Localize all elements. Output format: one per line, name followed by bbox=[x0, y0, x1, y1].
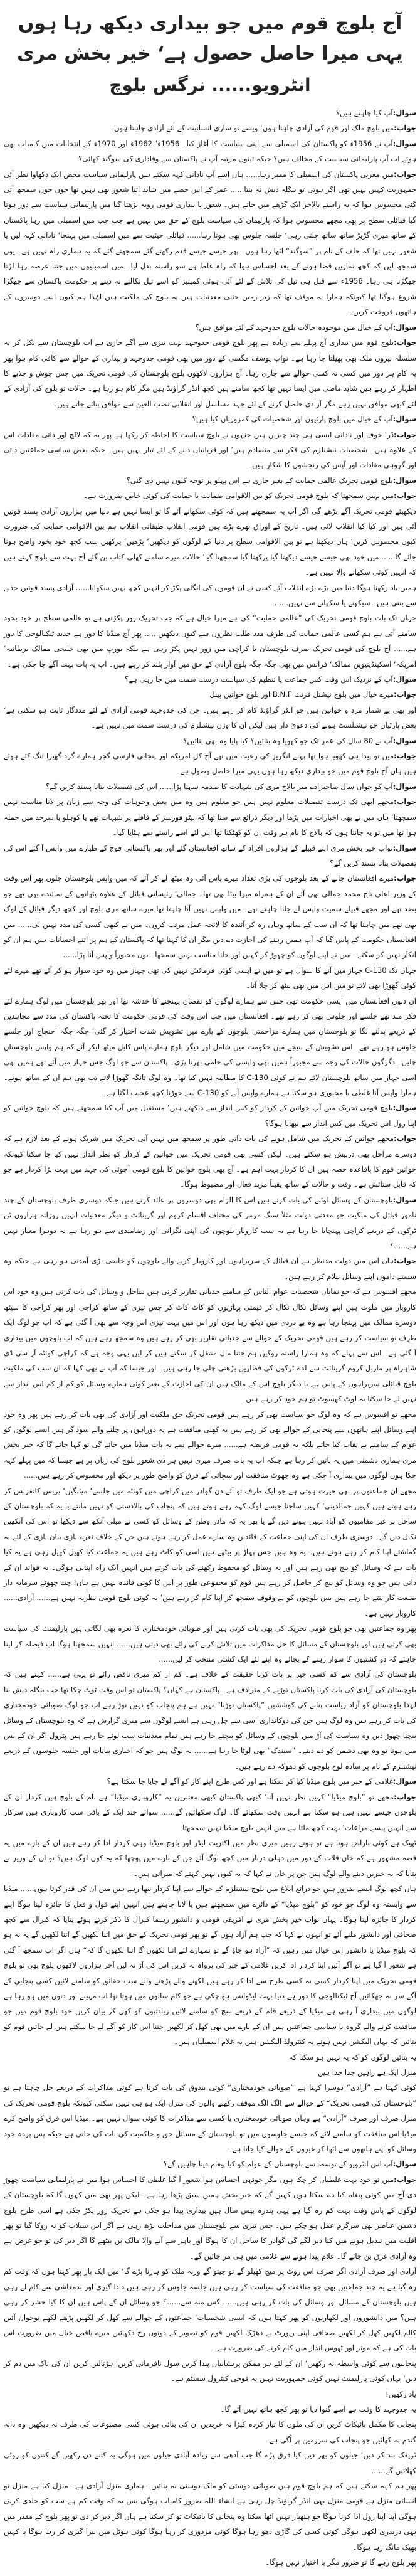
body-paragraph bbox=[4, 994, 416, 1101]
paragraph-text: پنجابیوں سے کوئی واسطہ نہ رکھیں‘ ان کے لئے ہر ممکن پریشانیاں پیدا کریں سول نافرمانی کریں‘ ہڑتالیں کریں ان کی ناک میں دم کر دیں‘ یہاں کوئی پارلیمنٹ نہیں کوئی جمہوریت نہیں یہ فوجی کنٹرول سسٹم ہے۔ bbox=[4, 2358, 416, 2383]
paragraph-text: مجھے ابھی تک درست تفصیلات معلوم نہیں ہیں جو معلوم ہیں وہ میں بعض وجوہات کی وجہ سے زبان پر لانا مناسب نہیں سمجھتا‘ ہاں میں نے بھی اخبارات میں پڑھا اور دیگر ذرائع سے سنا تھا کہ نیٹو فورسز کے قافلے پر شبہات تھے یا کوہلو یا سرحد میں حملہ ہوا تھا میں تو یہ جانتا ہوں کہ بالاچ کا نام ہر وقت ان کو کھٹکتا تھا اس لئے اسے راستے سے ہٹایا گیا۔ bbox=[4, 797, 416, 837]
answer-paragraph bbox=[4, 488, 416, 503]
answer-label: جواب: bbox=[394, 1256, 416, 1266]
paragraph-text: ہاں اس میں دولت مدنظر ہے ان قبائل کے سربراہوں اور کاروبار کرنے والے بلوچوں کو خاصی بڑی آمدنی ہو رہی ہے جبکہ وہ سستے داموں اپنے وسائل نیلام کر رہے ہیں۔ bbox=[4, 1256, 416, 1281]
paragraph-text: بلوچستان کی آزادی سے کم کسی چیز پر بات کرنا حقیقت کے خلاف ہے۔ کم از کم میری ناقص رائے تو یہی ہے...... کہتے ہیں کہ بلوچستان کی آزادی کی بات کرنا پاکستان توڑنے کے مترادف ہے۔ پاکستان ہے کہاں؟ پاکستان تو اس وقت ٹوٹ چکا تھا جب بنگلہ دیش بنا لہٰذا بلوچستان کو آزاد ریاست بنانے کی کوششیں ”پاکستان توڑنا“ نہیں ہے ہم پنجاب کو نہیں توڑ رہے اب جو لوگ صوبائی خودمختاری کی بات کر رہے ہیں وہ لوگ ہیں جن کی دوکانداری اسی سے چل رہی ہے ایسے لوگوں سے میری گزارش ہے کہ وہ بلوچستان کے وسائل بیچنا چھوڑ دیں وہ سیاست کی آڑ میں بلوچوں کے وسائل کو بیچتے جا رہے ہیں تمام معدنیات سب لوٹے جا رہے ہیں پٹرول اگر ان کے بس میں ہوتا تو وہ بھی دشمن کو دے دیتے۔ ”سیندک“ بھی لوٹا جا رہا ہے...... یہ لوگ ہیں جو کہ اخباری بیانات اور جلسہ جلوسوں کے ذریعے نیشنلزم کے نام پر سادہ لوح بلوچوں کو دھوکہ دے رہے ہیں۔ bbox=[4, 1670, 416, 1771]
answer-label: جواب: bbox=[394, 690, 416, 699]
paragraph-text: غلامی کے جبر میں بلوچ میڈیا کیا کر سکتا ہے اور کس طرح اپنے کاز کو آگے لے جایا جا سکتا ہے؟ bbox=[107, 1777, 393, 1786]
paragraph-text: بلوچ قوم میں بیداری آج پہلے سے زیادہ ہے پھر بلوچ قومی جدوجہد بہت تیزی سے آگے جاری ہے اب بلوچستان سے نکل کر یہ سلسلہ بیرون ملک بھی پھیلتا جا رہا ہے۔ نواب یوسف مگسی کے دور میں بھی قومی جدوجہد و بیداری کے حوالے سے کافی کام ہوا پھر یہ کام ہر دور میں کسی نہ کسی حوالے سے جاری رہا۔ آج ہزاروں لاکھوں بلوچ بلوچستان کی قومی تحریک میں جس جوش و جذبے کا اظہار کر رہے ہیں شاید ماضی میں ایسا نہیں تھا کچھ سامنے ہیں کچھ انڈر گراؤنڈ ہیں مگر کام ہو رہا ہے۔ حالات تو بلوچ کی آزادی کے لئے کبھی موافق نہیں رہے مگر آزادی حاصل کرنے کے لئے جہد مسلسل اور انقلابی نصب العین سے موافق بنائے جاتے ہیں۔ bbox=[4, 338, 416, 408]
paragraph-text: آپ اس انٹرویو کے توسط سے بلوچستان کے عوام کو کیا پیغام دینا چاہیں گے؟ bbox=[164, 2160, 393, 2169]
body-paragraph bbox=[4, 2555, 416, 2570]
paragraph-text: آپ نے 80 سال کی عمر تک جو کھویا وہ بتائیں؟ کیا پایا وہ بھی بتائیں؟ bbox=[183, 736, 393, 745]
question-paragraph bbox=[4, 411, 416, 427]
body-paragraph bbox=[4, 1483, 416, 1621]
question-label: سوال: bbox=[392, 736, 416, 745]
paragraph-text: بلوچ قومی تحریک عالمی حمایت کے بغیر جاری ہے اس پہلو پر توجہ کیوں نہیں دی گئی؟ bbox=[126, 475, 393, 485]
paragraph-text: مجھے ان جماعتوں پر بھی حیرت ہوتی ہے جو ایک طرف تو آئے دن گوادر میں کراچی میں کوئٹہ میں جلسے‘ میٹنگیں‘ پریس کانفرنس کر رہے ہوتے ہیں کہیں جمالدینی‘ کہیں ساجنا جیسے لوگ کہہ رہے ہوتے ہیں کہ پنجاب کی بالادستی کو نہیں مانتے یا یہ کہ بلوچستان کے ساحل پر غیر مقامیوں کو آباد نہیں ہونے دیں گے یا پھر یہ کہ مادر وطن کے وسائل کو کسی نے میلی آنکھ سے دیکھا تو اس کی آنکھیں نکال دیں گے۔ دوسری طرف ان کی اپنی جماعت کے قائدین وہ سارے عمل کر رہے ہوتے ہیں جن کے خلاف نعرے بازی بیان بازی کے لئے یہ گماشتے اپنا کام کر رہے ہوتے ہیں۔ یہ وہ ہیں جس پہاڑ پر بیٹھے ہیں اسی کو کاٹ رہے ہیں یہ جماعت کیا کھیل کھیل رہی ہے یہ کیا بات ہے کہ وسائل کو بیچ بھی رہے ہیں اور یہ وسائل کو محفوظ رکھنے کی بات کرتے ہیں انہیں ایک راہ اپنانی ہوگی۔ یہ فوائد ان کے ذاتی ہیں جو وہ وسائل کو بیچ کر حاصل کر رہے ہیں قوم کو مجموعی طور پر اس کا کوئی فائدہ نہیں ہے ہاں! چند چھوٹے سرمایہ دار صنعت کار بنتے جا رہے ہیں بس بلوچوں کو بے وقوف سمجھ کر اپنا کام کر رہے ہیں‘ یہ کوئی بلوچ قومی نظریہ نہیں ہے...... آزادی...... کاروبار نہیں ہے۔ bbox=[4, 1486, 416, 1618]
question-paragraph bbox=[4, 473, 416, 488]
paragraph-text: مجھے خواتین کے تحریک میں شامل ہونے کی بات ذاتی طور پر سمجھ میں نہیں آتی تحریک میں شریک ہونے کے بعد لازم ہے کہ دوسرے مراحل بھی درپیش ہو سکتے ہیں۔ لیکن کسی بھی قومی تحریک میں خواتین کے کردار کو نظر انداز نہیں کیا جا سکتا کیونکہ خواتین قوم کا باقاعدہ حصہ ہیں ان کا کردار بہت اہم ہے۔ آج بھی بلوچ خواتین کا بلوچ قومی آجوئی کی جہد میں بہت بڑا کردار ہے جو کہ قابل ستائش ہے۔ وقت و حالات کے ساتھ یقیناً مزید فعال اور مضبوط ہوگا۔ bbox=[4, 1134, 416, 1189]
paragraph-text: جہاں تک C-130 جہاز میں آنے کا سوال ہے تو میں نے ایسی کوئی فرمائش نہیں کی تھی جہاز میں وہ خود سوار ہو کر آئے تھے میرے لئے کوئی گھوڑا بھی لاتے تو میں اس میں بھی بیٹھ کر چلا آتا۔ bbox=[4, 965, 416, 990]
body-paragraph bbox=[4, 2417, 416, 2447]
body-paragraph bbox=[4, 702, 416, 733]
paragraph-text: میں نہیں سمجھتا کہ بلوچ قومی تحریک کو بین الاقوامی ضمانت یا حمایت کی کوئی خاص ضرورت ہے۔ bbox=[83, 491, 394, 501]
answer-paragraph bbox=[4, 167, 416, 320]
article-byline: انٹرویو...... نرگس بلوچ bbox=[109, 75, 311, 95]
question-paragraph bbox=[4, 1100, 416, 1131]
question-label: سوال: bbox=[392, 322, 416, 332]
paragraph-text: ٹھیک ہے کوئی ناراض ہوتا ہے تو ہوتے رہیں میری نظر میں اکثریت لیڈر اور بلوچ میڈیا وہی کردار ادا کر رہے ہیں ان کے بارے میں یہ قصہ مشہور ہے کہ خان قلات کے دور میں دہلی دربار میں کچھ لوگ آئے جن کے بارے میں پوچھا کہ یہ کون لوگ ہیں؟ تو ان کے وزیر نے بتایا کہ یہ خبریں دینے والے لوگ ہیں جن پر خان نے کہا کہ یہ کیوں نہیں کہتے کہ میراثی ہیں۔ bbox=[4, 1838, 416, 1878]
question-label: سوال: bbox=[392, 415, 416, 424]
answer-paragraph bbox=[4, 748, 416, 779]
answer-paragraph bbox=[4, 427, 416, 473]
paragraph-text: میں تو خود بہت غلطیاں کر چکا ہوں مگر جونہی احساس ہوا شعور آ گیا غلطی کا احساس ہوا میں نے پارلیمانی سیاست چھوڑ دی آج میں کوئی پیغام کیا دے سکتا ہوں کہیں گے کہ خیر بخش ہمیں سبق پڑھا رہا ہے۔ لیکن پھر بھی میں کہوں گا کہ بلوچستان کے لوگوں کے پاس وقت بہت کم رہ گیا ہے یہی پندرہ بیس سال ہیں بیداری پیدا ہو چکی ہے تحریک زور پکڑ چکی ہے اسی طرح بلوچ دشمن عناصر بھی سرگرم عمل ہو چکے ہیں۔ جس تیزی سے بلوچستان میں مداخلت بڑھ رہی ہے اگر اس سیلاب کو نہ روکا گیا تو پھر اقلیت میں تبدیل ہونے میں کیا دیر لگے گی گوادر کا ساحل ان کا ہوگا اور باہر سے آنے والا مالک بن بیٹھے گا اگر دیر کی تو جو غرض ہے وہ آزادی غرق بن جائے گا۔ غلام پیدا ہونے سے غلامی میں ہی مر جائیں گے۔ bbox=[4, 2175, 416, 2261]
body-paragraph bbox=[4, 1881, 416, 2049]
body-paragraph bbox=[4, 2050, 416, 2065]
paragraph-text: میں تو پیدا ہی کھویا ہوا تھا پہلے انگریز کی رعیت میں تھے آج کل امریکہ اور پنجابی فارسی گجر ہمارے گرد گھیرا تنگ کئے ہوئے ہیں ہاں آج بلوچ قوم میں جو بیداری دیکھ رہا ہوں یہی میرا حاصل وصول ہے۔ bbox=[4, 751, 416, 776]
paragraph-text: میں مغربی پاکستان کی اسمبلی کا ممبر رہا...... ہاں اسے آپ نادانی کہہ سکتے ہیں پارلیمانی سیاست محض ایک دکھاوا نظر آئی جمہوریت کہیں نہیں تھی اگر ہوتی تو بنگلہ دیش نہ بنتا...... عمر کے اس حصے میں شاید اتنا شعور بھی نہیں تھا جوں جوں سمجھ آتی گئی محسوس ہوا کہ یہ راستے بالآخر ایک گڑھے میں جاتے ہیں۔ شعور یا بیداری قومی رویہ بڑھتا گیا میں پارلیمانی سیاست سے دور ہوتا گیا قبائلی سطح پر بھی مجھے محسوس ہوا کہ پارلیمان کی سیاست بلوچ کے حق میں نہیں ہے جب جب میں اسمبلی میں رہا پاکستان کے ساتھ میری گڑبڑ ساتھ ساتھ چلتی رہی‘ جلسہ جلوس بھی ہوتا رہا...... قبائلی حیثیت سے میں اسمبلی میں پہنچا‘ نادانی کہہ لیں یا شعور نہیں تھا کہ حلف کے نام پر ”سوگند“ اٹھا رہا ہوں۔ پھر جیسے جیسے قدم رکھتے گئے سمجھتے گئے کہ یہ ہماری راہ نہیں ہے۔ یوں سمجھ لیں کہ کچھ نمازیں قضا ہونے کے بعد احساس ہوا کہ راہ غلط ہے سو راستہ بدل لیا۔ میں اسمبلیوں میں جتنا عرصہ رہا لڑتا جھگڑتا ہی رہا۔ 1956ء سے قبل ہی تیل کی تلاش کے لئے آئی ہوئی کمپنیز کو اسے تیل نکالنے نہ دینے پر حکومت پاکستان سے جھگڑا شروع ہوگیا تھا کیونکہ ہمارا یہ موقف تھا کہ زیر زمین جتنی معدنیات ہیں یہ بلوچ کی ملکیت ہیں لہٰذا ہم کیوں اسے دوسروں کے ہاتھوں فروخت کریں۔ bbox=[4, 169, 416, 317]
paragraph-text: آزادی اور صرف آزادی اگر صرف اس روٹ پر میچ کھیلو گے تو جیتو گے ورنہ ملک کو ہارنا پڑے گا‘ میں ایک بار پھر کہتا ہوں کہ وقت کم رہ گیا ہے یہ چند جماعتیں بھی جو منافقت کی سیاست کر رہی ہیں جلسہ جلوس کر رہی ہیں دادا گیری اور بدمعاشی سے کام لے رہی ہیں بلوچستان کے مسائل اور وسائل کی بات کر رہی ہیں...... کس منہ سے......؟ جو وسائل ان کے پاس ہیں ان کا کیا حشر کر رہی ہیں؟ میں دانشوروں اور لکھاریوں کو پھر کہتا ہوں کہ ایسی شخصیات‘ جماعتوں کے حوالے سے کھل کر لکھیں پڑھے لکھے نوجوان آئیں کالم لکھیں کھل کر لکھیں صحافی اپنی رپورٹ بے دھڑک لکھیں قوم کو تصویر کے دونوں رخ دکھائیں میرے ناقص خیال میں ضرورت اس بات کی ہے کہ موثر اور ٹھوس انداز میں کام کرنے کی ضرورت ہے۔ bbox=[4, 2267, 416, 2353]
answer-label: جواب: bbox=[394, 751, 416, 761]
answer-paragraph bbox=[4, 687, 416, 702]
body-paragraph bbox=[4, 2447, 416, 2478]
paragraph-text: ہاں کچھ لوگ ایسے ضرور ہیں جو ذرائع ابلاغ میں بلوچ نیشنلزم کے حوالے سے اپنا کردار نبھا رہے ہیں میں ان کی قدر کرتا ہوں...... میڈیا سے وابستہ وہ لوگ جو خود کو ”بلوچ میڈیا“ کے دائرے میں سمجھتے ہیں یا لانا چاہتے ہیں انہیں اپنے قول و فعل کا جائزہ لینا ہوگا اپنے کردار کا جائزہ لینا ہوگا۔ یہاں نواب خیر بخش مری نے افریقی قومی و دانشور رہنما کبرال کا ذکر کرتے ہوئے بتایا کہ کبرال سے کچھ صحافی اور دانشور ملنے آئے تو انہوں نے کہا کہ جب ہم آزاد ہوں گے تو پھر قومی تحریک کے حق میں اتنا لکھیں گے اتنا لکھیں گے یہ نہ ہو کہ بلوچ میڈیا یا دانشور اس خیال میں رہیں کہ ”آزاد ہو جاؤ گے تو تمہارے لئے اتنا لکھوں گا اتنا لکھوں گا کہ“ ہاں اگر اب سمجھ آ گئی ہے شعور آ گیا ہے تو آگے آئیں اپنا کردار ادا کریں غلامی کے جبر کی پرواہ نہ کریں اس کی آڑ نہ لیں آخر ہزاروں لاکھوں بلوچ بھی تو بلوچ قومی تحریک میں اپنا کردار کسی نہ کسی طرح سے ادا کر رہے ہیں لکھنے والے پڑھنے والے سب حقائق کو سامنے لائیں کسی پنجابی کے آگے سر نہ جھکائیں آج ٹیکنالوجی کا دور ہے دنیا بہت ایڈوانس ہو چکی ہے جو کام سالوں میں ہوتا تھا اب مہینے اور دنوں میں ہو رہا ہے لوگوں میں بیداری آ رہی ہے میڈیا کے ذریعے قلم کے ذریعے سچ کو سامنے لائیں زیادتیوں کو کھل کر بیان کریں خود بلوچ قوم میں جو منافقت کرنے والے گروہ یا سیاسی جماعتیں ہیں ان کے بارے میں بھی کھل کر لکھیں جتنا اس کاز کو آگے لے جا سکتے ہیں لے جائیں قوم کو بتائیں کہ یہاں الیکشن نہیں ہوتے یہ کنٹرولڈ الیکشن ہیں یہ غلام اسمبلیاں ہیں۔ bbox=[4, 1884, 416, 2047]
paragraph-text: پھر بلوچ رہے گا تو ضرور مگر با اختیار نہیں ہوگا۔ bbox=[265, 2558, 416, 2567]
question-label: سوال: bbox=[392, 2160, 416, 2169]
body-paragraph bbox=[4, 2080, 416, 2156]
paragraph-text: پنجابی کا مکمل بائیکاٹ کریں ان کی ملوں کا تیار کردہ کپڑا نہ خریدیں ان کی بنائی ہوئی کسی مصنوعات کی طرف نہ دیکھیں وہ دانہ گندم نہ کھائیں جو پنجاب کی سرزمین پر اُگی ہے۔ bbox=[4, 2420, 416, 2444]
paragraph-text: آپ کے خیال میں موجودہ حالات بلوچ جدوجہد کے لئے موافق ہیں؟ bbox=[195, 322, 393, 332]
answer-paragraph bbox=[4, 2172, 416, 2264]
paragraph-text: اور بھی بے شمار مرد و خواتین ہیں جو انڈر گراؤنڈ کام کر رہے ہیں۔ جن کی جدوجہد قومی آزادی کے لئے مددگار ثابت ہو سکتی ہے‘ بعض پارٹیاں جو نیشنلسٹ ہونے کی دعویٰ دار ہیں لیکن ان کا وژن نیشنلزم کی درست سمت میں نہیں ہے۔ bbox=[4, 705, 416, 730]
question-label: سوال: bbox=[392, 475, 416, 485]
body-paragraph bbox=[4, 2478, 416, 2555]
paragraph-text: آپ کے خیال میں بلوچ پارٹیوں اور شخصیات کی کمزوریاں کیا ہیں؟ bbox=[192, 415, 393, 424]
question-paragraph bbox=[4, 2156, 416, 2171]
answer-label: جواب: bbox=[394, 1134, 416, 1143]
paragraph-text: ہمیں یاد رکھنا ہوگا دنیا میں بڑے بڑے انقلاب آئے کسی نے ان قوموں کی انگلی پکڑ کر انہیں کچھ نہیں سکھایا...... آزادی پسند قوتیں جذبے سے بنتی ہیں۔ سیکھنے یا سکھانے سے نہیں...... bbox=[4, 583, 416, 607]
paragraph-text: نواب خیر بخش مری اپنے قبیلے کے ہزاروں افراد کے ساتھ افغانستان گئے اور پھر پاکستانی فوج کے طیارے میں واپس آ گئے اس کی تفصیلات بتانا پسند کریں گے؟ bbox=[4, 843, 416, 867]
body-paragraph bbox=[4, 1284, 416, 1406]
answer-paragraph bbox=[4, 794, 416, 840]
paragraph-text: بلوچستان کے وسائل لوٹنے کی بات کرتے ہیں اس کا الزام بھی دوسروں پر عائد کرتے ہیں جبکہ دوسری طرف بلوچستان کے چند نامور قبائل کی ملکیت جو معدنی دولت مثلاً سنگ مرمر کی مختلف اقسام کروم اور گرینائٹ و دیگر معدنیات انہیں روزانہ ہزاروں ٹن ٹرکوں کے ذریعے کراچی پہنچایا جا رہا ہے یہ سب کاروبار بلوچوں کی اپنی نگرانی اور رضامندی سے ہو رہا ہے یہ دوہرا معیار نہیں ہے......؟ bbox=[4, 1195, 416, 1251]
paragraph-text: میرے خیال میں بلوچ نیشنل فرنٹ B.N.F اور بلوچ خواتین پینل bbox=[209, 690, 394, 699]
paragraph-text: آپ کو جواں سال صاحبزادے میر بالاچ مری کی شہادت کا صدمہ سہنا پڑا...... اس کی تفصیلات بتانا پسند کریں گے؟ bbox=[46, 782, 393, 791]
paragraph-text: یہ جدوجہد کا وقت ہے اسے گنوا دیا تو پھر کچھ ہاتھ نہیں آئے گا۔ bbox=[220, 2404, 416, 2414]
paragraph-text: ان دنوں افغانستان میں ایسی حکومت تھی جس سے ہمارے لوگوں کو نقصان پہنچنے کا خدشہ تھا اور پھر بلوچستان میں لوگ ہمارے لئے فکر مند تھے جلسے اور جلوس بھی کر رہے تھے۔ افغانستان میں جب اس وقت کی قومی حکومت کا تختہ پاکستان کی مدد سے مجاہدین کے ذریعے بدلنے لگا تو بلوچستان میں ہمارے مزاحمتی بلوچوں کے بارے میں تشویش شدت اختیار کر گئی‘ جگہ جگہ احتجاج اور جلسے جلوس ہو رہے تھے۔ اس تشویش کے نتیجے میں حکومت میں شامل اور دیگر بلوچ ہمارے پاس کابل میٹھ لیکر آئے کہ ہم واپس بلوچستان چلیں۔ دگرگوں حالات کی وجہ سے مجبوراً ہمیں بھی واپسی کی حامی بھرنا پڑی۔ پاکستان سے جو لوگ جس جہاز میں آئے تھے ہمیں بھی اسی جہاز میں ساتھ بلوچستان لائے ہم نے کوئی C-130 کا مطالبہ نہیں کیا تھا۔ وہ لوگ تانگہ گھوڑا لاتے تب بھی ہم ان کے ساتھ ہوتے۔ ہمارا واپس آنا غلطی یا مجبوری ہو سکتا ہے ہمارے واپس آنے کو C-130 سے جوڑنا کچھ عجیب لگتا ہے۔ bbox=[4, 996, 416, 1097]
paragraph-text: مجھے تو افسوس ہے کہ وہ لوگ جو سیاست بھی کر رہے ہیں قومی تحریک حق ملکیت اور آزادی کی بھی بات کر رہے ہیں پھر وہ خود اپنے وسائل اپنے ہاتھوں سے پنجابی کے حوالے بھی کر رہے ہیں یہ کھلی منافقت ہے یہ دوراہوں پر چلنے والے سوداگر ہیں ایسے لوگوں کو عوام کے سامنے بے نقاب کیا جائے بلکہ یہ قومی فریضہ ہے...... میرے حوالے سے یہ بات میڈیا میں جائے گی تو کہا جائے گا کہ خیر بخش مری ہماری دشمنی میں یہ باتیں کر رہا ہے جبکہ اب یہ بات صرف میری نہیں ہر ذی شعور بلوچ کی زبان پر ہے جیسا کہ میں پہلے کہہ چکا ہوں لوگوں میں بیداری آ چکی ہے وہ جھوٹ منافقت اور سچائی کے فرق کو واضح طور پر دیکھ اور محسوس کر رہے ہیں...... bbox=[4, 1409, 416, 1480]
paragraph-text: مجھے تو ”بلوچ میڈیا“ کہیں نظر نہیں آتا‘ کبھی پاکستان کبھی معتبرین یہ ”کاروباری میڈیا“ ہے نام کے بلوچ ہیں کردار ان کے بلوچوں جیسے نہیں ہیں ہو سکتا ہے انہیں وقت سکھائے گا۔ لوگ سکھائیں گے...... سوائے چند ایک کے باقی سب کاروباری ہیں سرکار سے انہیں پیسے مراعات‘ بہت کچھ ملتا ہے میں انہیں بلوچ میڈیا نہیں سمجھتا bbox=[4, 1792, 416, 1832]
paragraph-text: آپ کیا چاہتے ہیں؟ bbox=[335, 109, 393, 117]
question-paragraph bbox=[4, 733, 416, 748]
question-paragraph bbox=[4, 1774, 416, 1789]
body-paragraph bbox=[4, 1667, 416, 1774]
paragraph-text: بلوچ قومی تحریک میں آپ خواتین کے کردار کو کس انداز سے دیکھتے ہیں‘ مستقبل میں آپ کیا سمجھتے ہیں کہ بلوچ خواتین کو اپنا رول اس تحریک میں کس انداز سے نبھانا ہوگا؟ bbox=[4, 1103, 416, 1128]
question-paragraph bbox=[4, 1192, 416, 1254]
body-paragraph bbox=[4, 2065, 416, 2080]
body-paragraph bbox=[4, 963, 416, 994]
paragraph-text: کوئی کہتا ہے ”آزادی“ دوسرا کہتا ہے ”صوبائی خودمختاری“ کوئی بندوق کی بات کرتا ہے کوئی مذاکرات کے ذریعے حل چاہتا ہے تو ”بلوچستان کی قومی تحریک“ کے حوالے سے الگ الگ موقف رکھنے والوں کی منزل ایک ہو ہی نہیں سکتی کیونکہ بلوچ قومی تحریک کی منزل صرف اور صرف ”آزادی“ ہے وہاں صوبائی خودمختاری یا کسی سے مذاکرات کا کوئی سوال نہیں ہے۔ میڈیا اس فرق کو واضح کرے میڈیا اس منافقت کو سامنے لائے کہ جلسے جلوسوں میں تو بلوچستان کے مسائل حق و حاکمیت کی بات کی جاتی ہے جبکہ پس پردہ خود وسائل کو اپنے ہاتھوں سے اٹھا کر غیروں کے حوالے کیا جاتا ہے۔ bbox=[4, 2083, 416, 2154]
question-label: سوال: bbox=[392, 843, 416, 852]
paragraph-text: میں بلوچ ملک اور قوم کی آزادی چاہتا ہوں‘ ویسے تو ساری انسانیت کے لئے آزادی چاہتا ہوں۔ bbox=[110, 124, 394, 133]
paragraph-text: جہاں تک بات بلوچ قومی تحریک کی ”عالمی حمایت“ کی ہے میرا خیال ہے کہ جب تحریک زور پکڑتی ہے تو عالمی سطح پر خود بخود سامنے آتی ہے ہم کسی عالمی حمایت کی طرف مدد طلب نظروں سے کیوں دیکھیں...... پھر آج میڈیا کا دور ہے جدید ٹیکنالوجی کا دور ہے...... آج بلوچ کی قومی تحریک صرف بلوچستان یا کراچی میں زور نہیں پکڑ رہی ہے بلکہ یورپ میں بھی خلیجی ممالک برطانیہ‘ امریکہ‘ اسکینڈینیوین ممالک‘ فرانس میں بھی جگہ جگہ بلوچ آزادی کے حق میں آواز بلند کر رہے ہیں۔ اب یہ بات بہت آگے جا چکی ہے۔ bbox=[4, 613, 416, 669]
answer-paragraph bbox=[4, 1789, 416, 1835]
answer-label: جواب: bbox=[394, 169, 416, 179]
answer-label: جواب: bbox=[394, 2175, 416, 2184]
paragraph-text: یاد رکھیں! bbox=[385, 2389, 416, 2398]
question-label: سوال: bbox=[392, 1777, 416, 1786]
answer-paragraph bbox=[4, 335, 416, 411]
answer-paragraph bbox=[4, 871, 416, 962]
article-body bbox=[4, 105, 416, 2570]
question-label: سوال: bbox=[392, 675, 416, 684]
body-paragraph bbox=[4, 2387, 416, 2402]
question-paragraph bbox=[4, 105, 416, 120]
answer-label: جواب: bbox=[394, 338, 416, 347]
paragraph-text: ڈر‘ خوف اور نادانی ایسی ہی چند چیزیں ہیں جنہوں نے بلوچ سیاست کا احاطہ کر رکھا ہے پھر یہ کہ لالچ اور ذاتی مفادات اس کے علاوہ ہیں۔ شخصیات نیشنلزم کی فکر سے متصادم ہیں‘ اور قربانیاں دینے کے لئے تیار نہیں ہیں۔ جبکہ بعض سیاسی جماعتیں ذاتی اور گروہی مفادات اور آپس کی رنجشوں کا شکار ہیں۔ bbox=[4, 430, 416, 470]
question-paragraph bbox=[4, 136, 416, 167]
question-label: سوال: bbox=[392, 1103, 416, 1113]
answer-label: جواب: bbox=[394, 797, 416, 807]
body-paragraph bbox=[4, 610, 416, 672]
paragraph-text: پھر ہم کہہ سکتے ہیں کہ ہم بلوچ قوم ہیں صوبائی دوستی کو ملک دوستی نہ بنائیں۔ ہماری منزل آزادی ہے۔ منزل کیا ہے منزل تو انسانی منزل ہے قومی منزل بھی انڈر گراؤنڈ چل رہی ہے انشاء اللہ ضرور کامیاب ہوگی بس یہ کہ وقت کم ہے سب کو جلدی کرنی ہوگی اپنا اپنا رول ادا کرنا ہوگا جو ہتھیار نہیں اٹھا سکتا وہ پنجابی کا بائیکاٹ تو کر سکتا ہے ہاں اگر دیر کر دی تو پھر بلوچ کے مقدر میں یہی دربدری لکھی ہوگی کوئی کسی کی گاڑی دھو رہا ہوگا کوئی مزدوری کر رہا ہوگا کوئی ہوٹل میں بیرا گیری کر رہا ہوگا یا کہیں بھیک مانگ رہا ہوگا۔ bbox=[4, 2481, 416, 2552]
answer-label: جواب: bbox=[394, 491, 416, 501]
paragraph-text: منزل ایک ہے راہیں جدا جدا ہیں bbox=[317, 2068, 416, 2077]
question-paragraph bbox=[4, 320, 416, 335]
article-headline: آج بلوچ قوم میں جو بیداری دیکھ رہا ہوں یہی میرا حاصل حصول ہے‘ خیر بخش مری bbox=[17, 13, 403, 65]
question-paragraph bbox=[4, 672, 416, 687]
question-paragraph bbox=[4, 779, 416, 794]
answer-paragraph bbox=[4, 1253, 416, 1284]
answer-label: جواب: bbox=[394, 1792, 416, 1801]
paragraph-text: میرے افغانستان جانے کے بعد بلوچوں کی بڑی تعداد میرے پاس آئی وہ میٹھ لے کر آئے کہ میں واپس بلوچستان چلوں پھر اس وقت کے وزیر اعلیٰ تاج محمد جمالی بھی آئے ان کے ہمراہ میرا بیٹا بھی تھا۔ جمالی‘ رئیسانی قبائل کے علاوہ پٹھانوں کے نمائندے بھی تھے جو بضد تھے اور مجھے قبیلے سمیت واپس لے جانا چاہتے تھے۔ میں واپس نہیں آنا چاہتا تھا میرے ساتھ مری بلوچ اور کچھ دیگر قبائل کے لوگ بھی تھے میں چاہتا تھا کہ ان سب کے ساتھ وہاں رہ کر آئندہ کا لائحہ عمل مرتب کروں۔ میں نے کبھی کسی کی مدد نہیں لی...... میں افغانستان حکومت کے پاس گیا کہ آپ ہمیں رہنے کی اجازت دے دیں مگر ان کا کہنا تھا کہ پاکستان کے ہم پر اتنے احسانات ہیں ہم ان کو انکار نہیں کر سکتے۔ میں نے اپنے لوگوں کو چھوڑ کر کہیں اور جانا مناسب نہیں سمجھا۔ یوں مجبوراً واپس آنا پڑا...... bbox=[4, 874, 416, 960]
body-paragraph bbox=[4, 2264, 416, 2355]
answer-label: جواب: bbox=[394, 874, 416, 883]
paragraph-text: یہ بتائیں لوگوں کو کہ یہ نہیں ہو سکتا کہ bbox=[289, 2052, 416, 2062]
paragraph-text: دیکھیئے قومی تحریک آگے بڑھے گی اگر آپ یہ سمجھتے ہیں کہ کوئی سکھانے آئے گا تو ایسا نہیں ہے دنیا میں ہزاروں آزادی پسند قوتیں آئی ہیں اور کیا کیا انقلاب لائی ہیں۔ تاریخ کے اوراق بھرے پڑے ہیں قومی انقلاب طبقاتی انقلاب ہم بین الاقوامی حمایت کی ضرورت کیوں محسوس کریں‘ ہاں دیکھنا ہے تو بین الاقوامی سطح پر دنیا کے لوگوں کو دیکھیں‘ پڑھیں‘ پرکھیں سب کچھ خود بخود واضح ہوتا جائے گا...... میں خود بھی جیسے جیسے دیکھتا گیا پرکھتا گیا سمجھتا گیا‘ حالات میرے سامنے کھلی کتاب بن گئے آج بہت سے بلوچ کہتے ہیں کہ انہیں کوئی سکھانے والا نہیں ہے۔ bbox=[4, 506, 416, 577]
body-paragraph bbox=[4, 2402, 416, 2417]
question-label: سوال: bbox=[392, 139, 416, 148]
body-paragraph bbox=[4, 2356, 416, 2387]
body-paragraph bbox=[4, 580, 416, 611]
question-label: سوال: bbox=[392, 782, 416, 791]
body-paragraph bbox=[4, 504, 416, 580]
paragraph-text: مجھے افسوس ہے کہ جو نمایاں شخصیات عوام الناس کے سامنے جذباتی تقاریر کرتی ہیں ساحل و وسائل کی بات کرتی ہیں وہ خود اس کاروبار میں ملوث ہیں اپنے وسائل نکال نکال کر قیمتی پہاڑیوں کو کاٹ کاٹ کر جس تیزی کے ساتھ کراچی اور پھر کراچی کا سیٹھ دوسرے ممالک میں پہنچا رہا ہے وہ بے دردی میں دیکھ رہا ہوں اور اس میں بہت تیزی اس وجہ سے بھی آ گئی ہے کہ اب جو لوگ ایک طرف تو سیاست کر رہے ہیں قومی تحریک کے حوالے سے جذباتی تقاریر بھی کر رہے ہیں وہ سمجھ رہے ہیں کہ اب بلوچوں میں بیداری آ گئی ہے۔ اس سے پہلے کہ وہ ہمارا راستہ روکیں ہم جتنا مال منتقل کر سکتے ہیں کر لیں یہی وجہ ہے کہ کراچی کوئٹہ آر سی ڈی شاہراہ پر ماربل کروم گرینائٹ سے لدے ٹرکوں کی قطاریں بڑھتی چلی جا رہی ہیں۔ اور جیسا کہ آپ نے بھی کہا کہ ان سب کی ملکیت بلوچ قبائلی سربراہوں کے پاس ہے یا دیگر بلوچ اس کے مالک ہیں ان کی اجازت کے بغیر کوئی ہمارے وسائل کو کم از کم اس انداز سے نہیں لے جا سکتا یہ لوٹ کھسوٹ تو ہم خود کر رہے ہیں۔ bbox=[4, 1287, 416, 1404]
question-label: سوال: bbox=[392, 109, 416, 117]
question-paragraph bbox=[4, 840, 416, 871]
question-label: سوال: bbox=[392, 1195, 416, 1204]
paragraph-text: پھر وہ جماعتیں بھی جو بلوچ قومی تحریک کی بھی بات کرتی ہیں اور صوبائی خودمختاری کا نعرہ بھی لگاتی ہیں پارلیمنٹ کی سیاست بھی کرتی ہیں اور بلوچستان کے مسائل کا حل مذاکرات میں تلاش کرنے کی رائے بھی دیتی ہیں...... انہیں سمجھنا ہوگا اب فیصلہ کر لینا چاہئے کہ دو کشتیوں کا سوار رہنے کے بجائے وہ اپنے لئے ایک کشتی منتخب کر لیں...... bbox=[4, 1624, 416, 1664]
answer-paragraph bbox=[4, 120, 416, 135]
paragraph-text: ٹریفک بند کر دیں‘ جیلوں کو بھر دیں کیا فرق پڑے گا جب آدھی سے زیادہ آبادی جیلوں میں ہوگی یہ کتنے دن رکھیں گے کتنوں کو روٹی کھلائیں گے...... bbox=[4, 2451, 416, 2475]
body-paragraph bbox=[4, 1621, 416, 1667]
body-paragraph bbox=[4, 1407, 416, 1483]
answer-label: جواب: bbox=[394, 430, 416, 439]
paragraph-text: آپ نے 1956ء کو پاکستان کی اسمبلی سے اپنی سیاست کا آغاز کیا۔ 1956ء‘ 1962ء اور 1970ء کے انتخابات میں کامیاب بھی ہوئے اب آپ پارلیمانی سیاست کے مخالف ہیں؟ جبکہ تینوں مرتبہ آپ نے پاکستان سے وفاداری کی سوگند کھائی؟ bbox=[4, 139, 416, 164]
answer-paragraph bbox=[4, 1131, 416, 1192]
paragraph-text: آپ کے نزدیک اس وقت کس جماعت یا تنظیم کی سیاست درست سمت میں جا رہی ہے؟ bbox=[125, 675, 393, 684]
body-paragraph bbox=[4, 1835, 416, 1881]
answer-label: جواب: bbox=[394, 124, 416, 133]
